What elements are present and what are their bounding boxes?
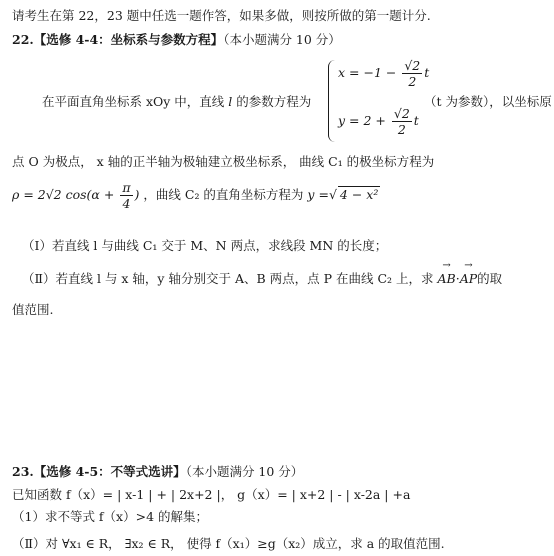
fraction-denominator: 2 <box>397 122 406 137</box>
fraction-denominator: 4 <box>122 196 131 211</box>
vector-ab: → AB <box>438 271 456 286</box>
fraction-denominator: 2 <box>408 74 417 89</box>
param-t: t <box>424 65 430 80</box>
q23-part1: （1）求不等式 f（x）>4 的解集； <box>12 509 209 524</box>
c2-text: ，曲线 C₂ 的直角坐标方程为 <box>143 187 304 202</box>
sqrt2-over-2-fraction <box>402 58 422 89</box>
sys-x-lhs: x = −1 − <box>338 65 397 80</box>
q22-score: （本小题满分 10 分） <box>223 32 341 47</box>
q22-header <box>12 30 341 48</box>
c2-equation-lhs: y = <box>307 187 329 202</box>
q22-part2-cont: 值范围. <box>12 302 54 317</box>
sys-y-lhs: y = 2 + <box>338 113 386 128</box>
line-l: l <box>228 94 233 109</box>
q22-line2: 点 O 为极点， x 轴的正半轴为极轴建立极坐标系， 曲线 C₁ 的极坐标方程为 <box>12 154 435 169</box>
fraction-numerator: π <box>122 180 131 195</box>
q22-title: 【选修 4-4：坐标系与参数方程】 <box>33 32 224 47</box>
q22-part1: （Ⅰ）若直线 l 与曲线 C₁ 交于 M、N 两点，求线段 MN 的长度； <box>22 238 388 253</box>
q22-part2-end: 的取 <box>477 271 503 286</box>
fraction-numerator: √2 <box>393 106 410 121</box>
dot-operator: · <box>455 271 460 286</box>
fraction-numerator: √2 <box>404 58 421 73</box>
q22-stem-param: 的参数方程为 <box>236 94 312 109</box>
q22-stem-before: 在平面直角坐标系 xOy 中，直线 <box>42 94 225 109</box>
polar-equation-rhs: ) <box>134 187 140 202</box>
q22-part2 <box>22 269 502 287</box>
pi-over-4-fraction <box>120 180 132 211</box>
sqrt-sign: √ <box>328 187 337 202</box>
q23-part2: （Ⅱ）对 ∀x₁ ∈ R， ∃x₂ ∈ R， 使得 f（x₁）≥g（x₂）成立，求 a 的取值范围. <box>12 536 445 551</box>
q23-title: 【选修 4-5：不等式选讲】 <box>33 464 186 479</box>
intro-text: 请考生在第 22，23 题中任选一题作答，如果多做，则按所做的第一题计分. <box>12 8 431 23</box>
q22-polar-line <box>12 180 380 211</box>
param-note: （t 为参数），以坐标原 <box>424 94 552 109</box>
c2-equation-radicand: 4 − x² <box>339 187 379 202</box>
param-y-equation <box>338 106 419 137</box>
param-t: t <box>413 113 419 128</box>
sqrt2-over-2-fraction <box>392 106 412 137</box>
q23-header <box>12 462 303 480</box>
q23-score: （本小题满分 10 分） <box>185 464 304 479</box>
q23-number: 23. <box>12 464 34 479</box>
polar-equation-lhs: ρ = 2√2 cos(α + <box>12 187 115 202</box>
q22-number: 22. <box>12 32 34 47</box>
param-x-equation <box>338 58 429 89</box>
q22-stem <box>42 92 311 110</box>
q23-given: 已知函数 f（x）= | x-1 | + | 2x+2 |， g（x）= | x+2 | - | x-2a | +a <box>12 487 411 502</box>
param-system-brace <box>328 60 335 142</box>
vector-ap: → AP <box>460 271 477 286</box>
q22-part2-text: （Ⅱ）若直线 l 与 x 轴，y 轴分别交于 A、B 两点，点 P 在曲线 C₂ 上，求 <box>22 271 434 286</box>
